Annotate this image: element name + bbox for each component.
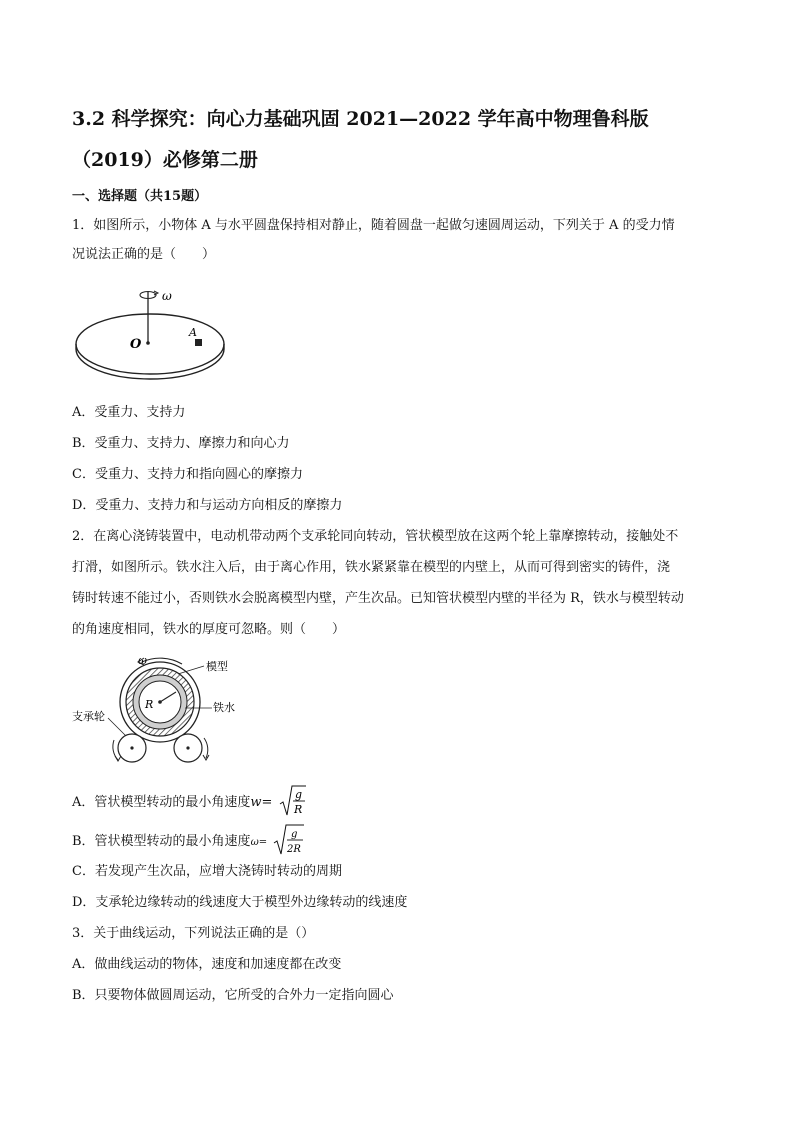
- svg-text:g: g: [294, 788, 302, 801]
- q2-option-d: D．支承轮边缘转动的线速度大于模型外边缘转动的线速度: [72, 895, 408, 910]
- q2-option-a: A．管状模型转动的最小角速度w= g R: [72, 784, 307, 818]
- sqrt-formula-a: [279, 784, 307, 818]
- omega-var-b: ω: [250, 837, 259, 848]
- omega-var: w: [250, 795, 262, 810]
- a-label: A: [189, 326, 197, 339]
- iron-label: 铁水: [213, 701, 235, 714]
- r-label: R: [145, 698, 154, 711]
- q2-option-c: C．若发现产生次品，应增大浇铸时转动的周期: [72, 864, 342, 879]
- q2-stem-line-3: 铸时转速不能过小，否则铁水会脱离模型内壁，产生次品。已知管状模型内壁的半径为 R，铁水与模型转动: [72, 591, 684, 606]
- svg-text:R: R: [293, 803, 302, 816]
- q2-casting-figure: [72, 652, 252, 764]
- model-label: 模型: [206, 660, 228, 673]
- omega-label-2: ω: [138, 654, 147, 667]
- title-line-1: 3.2 科学探究：向心力基础巩固 2021—2022 学年高中物理鲁科版: [72, 108, 649, 130]
- q2-stem-line-4: 的角速度相同，铁水的厚度可忽略。则（ ）: [72, 622, 346, 637]
- section-heading: 一、选择题（共15题）: [72, 189, 208, 204]
- q3-stem: 3．关于曲线运动，下列说法正确的是（）: [72, 926, 315, 941]
- q1-option-c: C．受重力、支持力和指向圆心的摩擦力: [72, 467, 303, 482]
- q2-option-b: B．管状模型转动的最小角速度ω= g 2R: [72, 823, 305, 857]
- title-line-2: （2019）必修第二册: [72, 149, 258, 171]
- object-a: [195, 339, 202, 346]
- q1-stem-line-2: 况说法正确的是（ ）: [72, 247, 216, 262]
- sqrt-formula-b: [273, 823, 305, 857]
- center-point: [146, 341, 150, 345]
- q1-option-d: D．受重力、支持力和与运动方向相反的摩擦力: [72, 498, 343, 513]
- q2-stem-line-1: 2．在离心浇铸装置中，电动机带动两个支承轮同向转动，管状模型放在这两个轮上靠摩擦转动，接触处不: [72, 529, 679, 544]
- q1-stem-line-1: 1．如图所示，小物体 A 与水平圆盘保持相对静止，随着圆盘一起做匀速圆周运动，下列关于 A 的受力情: [72, 218, 675, 233]
- svg-text:g: g: [291, 829, 298, 840]
- q2-stem-line-2: 打滑，如图所示。铁水注入后，由于离心作用，铁水紧紧靠在模型的内壁上，从而可得到密实的铸件，浇: [72, 560, 671, 575]
- q3-option-b: B．只要物体做圆周运动，它所受的合外力一定指向圆心: [72, 988, 394, 1003]
- omega-label: ω: [162, 289, 172, 303]
- q3-option-a: A．做曲线运动的物体，速度和加速度都在改变: [72, 957, 342, 972]
- svg-text:2R: 2R: [287, 844, 302, 855]
- support-wheel-label: 支承轮: [72, 710, 105, 723]
- q1-option-b: B．受重力、支持力、摩擦力和向心力: [72, 436, 290, 451]
- o-label: O: [130, 337, 142, 352]
- omega-arrow-icon: [142, 658, 182, 664]
- q1-disc-figure: [72, 282, 242, 382]
- q1-option-a: A．受重力、支持力: [72, 405, 186, 420]
